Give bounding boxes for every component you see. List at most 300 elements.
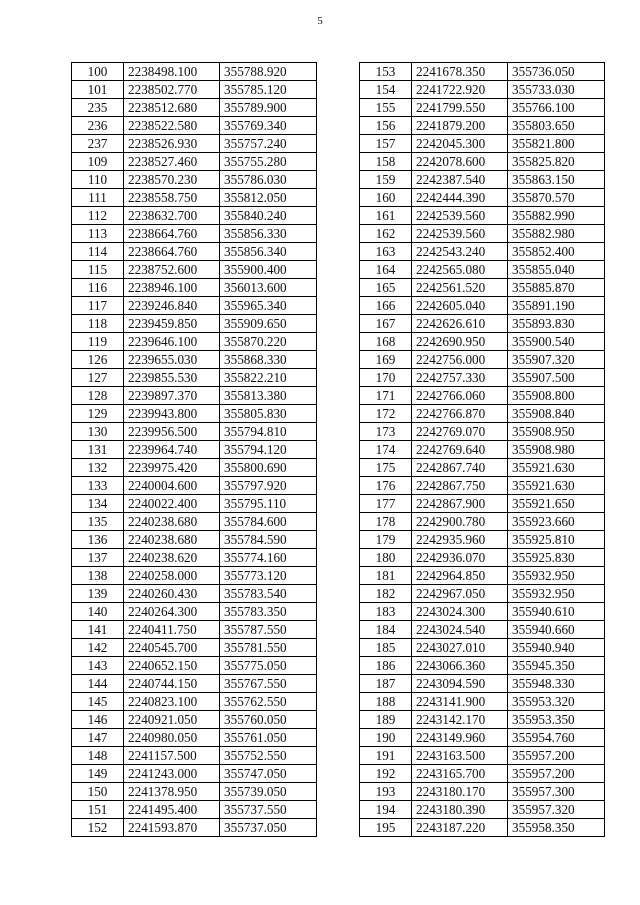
point-number-cell: 189 <box>360 711 412 729</box>
point-number-cell: 153 <box>360 63 412 81</box>
point-number-cell: 111 <box>72 189 124 207</box>
x-coordinate-cell: 2242756.000 <box>412 351 508 369</box>
point-number-cell: 114 <box>72 243 124 261</box>
table-row <box>360 513 605 531</box>
point-number-cell: 177 <box>360 495 412 513</box>
point-number-cell: 161 <box>360 207 412 225</box>
y-coordinate-cell: 355921.650 <box>508 495 605 513</box>
x-coordinate-cell: 2240238.620 <box>124 549 220 567</box>
y-coordinate-cell: 355766.100 <box>508 99 605 117</box>
point-number-cell: 109 <box>72 153 124 171</box>
y-coordinate-cell: 355812.050 <box>220 189 317 207</box>
point-number-cell: 175 <box>360 459 412 477</box>
point-number-cell: 185 <box>360 639 412 657</box>
table-row <box>360 297 605 315</box>
point-number-cell: 168 <box>360 333 412 351</box>
x-coordinate-cell: 2240238.680 <box>124 531 220 549</box>
y-coordinate-cell: 355863.150 <box>508 171 605 189</box>
point-number-cell: 173 <box>360 423 412 441</box>
y-coordinate-cell: 355788.920 <box>220 63 317 81</box>
x-coordinate-cell: 2241378.950 <box>124 783 220 801</box>
table-row <box>360 333 605 351</box>
table-row <box>360 171 605 189</box>
y-coordinate-cell: 355940.940 <box>508 639 605 657</box>
point-number-cell: 138 <box>72 567 124 585</box>
point-number-cell: 164 <box>360 261 412 279</box>
coordinates-table-left <box>71 62 317 837</box>
table-row <box>360 657 605 675</box>
x-coordinate-cell: 2242867.900 <box>412 495 508 513</box>
x-coordinate-cell: 2243180.170 <box>412 783 508 801</box>
y-coordinate-cell: 355908.840 <box>508 405 605 423</box>
table-row <box>360 315 605 333</box>
point-number-cell: 194 <box>360 801 412 819</box>
x-coordinate-cell: 2239897.370 <box>124 387 220 405</box>
point-number-cell: 190 <box>360 729 412 747</box>
y-coordinate-cell: 355733.030 <box>508 81 605 99</box>
table-row <box>360 423 605 441</box>
table-row <box>72 711 317 729</box>
table-row <box>72 153 317 171</box>
x-coordinate-cell: 2242690.950 <box>412 333 508 351</box>
table-row <box>360 729 605 747</box>
y-coordinate-cell: 355794.120 <box>220 441 317 459</box>
y-coordinate-cell: 355953.350 <box>508 711 605 729</box>
point-number-cell: 139 <box>72 585 124 603</box>
table-row <box>72 621 317 639</box>
y-coordinate-cell: 355773.120 <box>220 567 317 585</box>
table-row <box>72 531 317 549</box>
y-coordinate-cell: 355923.660 <box>508 513 605 531</box>
y-coordinate-cell: 355940.660 <box>508 621 605 639</box>
x-coordinate-cell: 2242565.080 <box>412 261 508 279</box>
table-row <box>360 603 605 621</box>
point-number-cell: 140 <box>72 603 124 621</box>
table-row <box>360 783 605 801</box>
x-coordinate-cell: 2242769.070 <box>412 423 508 441</box>
table-row <box>360 279 605 297</box>
y-coordinate-cell: 355795.110 <box>220 495 317 513</box>
table-row <box>360 189 605 207</box>
point-number-cell: 151 <box>72 801 124 819</box>
y-coordinate-cell: 355787.550 <box>220 621 317 639</box>
table-row <box>360 153 605 171</box>
y-coordinate-cell: 355891.190 <box>508 297 605 315</box>
table-row <box>72 585 317 603</box>
x-coordinate-cell: 2239246.840 <box>124 297 220 315</box>
table-row <box>360 117 605 135</box>
table-row <box>72 639 317 657</box>
table-row <box>360 621 605 639</box>
y-coordinate-cell: 355774.160 <box>220 549 317 567</box>
table-row <box>72 567 317 585</box>
x-coordinate-cell: 2239655.030 <box>124 351 220 369</box>
y-coordinate-cell: 355921.630 <box>508 459 605 477</box>
y-coordinate-cell: 355803.650 <box>508 117 605 135</box>
point-number-cell: 184 <box>360 621 412 639</box>
y-coordinate-cell: 355870.220 <box>220 333 317 351</box>
x-coordinate-cell: 2242769.640 <box>412 441 508 459</box>
point-number-cell: 192 <box>360 765 412 783</box>
y-coordinate-cell: 355736.050 <box>508 63 605 81</box>
table-row <box>360 387 605 405</box>
x-coordinate-cell: 2240004.600 <box>124 477 220 495</box>
x-coordinate-cell: 2239459.850 <box>124 315 220 333</box>
x-coordinate-cell: 2238664.760 <box>124 225 220 243</box>
x-coordinate-cell: 2240022.400 <box>124 495 220 513</box>
point-number-cell: 180 <box>360 549 412 567</box>
point-number-cell: 101 <box>72 81 124 99</box>
point-number-cell: 155 <box>360 99 412 117</box>
table-row <box>360 225 605 243</box>
x-coordinate-cell: 2238570.230 <box>124 171 220 189</box>
point-number-cell: 128 <box>72 387 124 405</box>
x-coordinate-cell: 2243163.500 <box>412 747 508 765</box>
point-number-cell: 146 <box>72 711 124 729</box>
x-coordinate-cell: 2240411.750 <box>124 621 220 639</box>
y-coordinate-cell: 356013.600 <box>220 279 317 297</box>
table-row <box>360 675 605 693</box>
x-coordinate-cell: 2241799.550 <box>412 99 508 117</box>
y-coordinate-cell: 355900.540 <box>508 333 605 351</box>
x-coordinate-cell: 2243165.700 <box>412 765 508 783</box>
point-number-cell: 172 <box>360 405 412 423</box>
table-row <box>72 369 317 387</box>
y-coordinate-cell: 355747.050 <box>220 765 317 783</box>
x-coordinate-cell: 2241593.870 <box>124 819 220 837</box>
x-coordinate-cell: 2243027.010 <box>412 639 508 657</box>
y-coordinate-cell: 355760.050 <box>220 711 317 729</box>
point-number-cell: 137 <box>72 549 124 567</box>
y-coordinate-cell: 355739.050 <box>220 783 317 801</box>
y-coordinate-cell: 355957.200 <box>508 765 605 783</box>
table-row <box>72 459 317 477</box>
point-number-cell: 166 <box>360 297 412 315</box>
point-number-cell: 176 <box>360 477 412 495</box>
y-coordinate-cell: 355907.500 <box>508 369 605 387</box>
table-row <box>72 747 317 765</box>
table-row <box>360 261 605 279</box>
x-coordinate-cell: 2242935.960 <box>412 531 508 549</box>
y-coordinate-cell: 355856.330 <box>220 225 317 243</box>
y-coordinate-cell: 355954.760 <box>508 729 605 747</box>
x-coordinate-cell: 2242967.050 <box>412 585 508 603</box>
table-row <box>72 171 317 189</box>
x-coordinate-cell: 2238527.460 <box>124 153 220 171</box>
y-coordinate-cell: 355957.300 <box>508 783 605 801</box>
x-coordinate-cell: 2242387.540 <box>412 171 508 189</box>
y-coordinate-cell: 355794.810 <box>220 423 317 441</box>
table-row <box>72 657 317 675</box>
x-coordinate-cell: 2241722.920 <box>412 81 508 99</box>
y-coordinate-cell: 355822.210 <box>220 369 317 387</box>
table-row <box>72 297 317 315</box>
point-number-cell: 160 <box>360 189 412 207</box>
y-coordinate-cell: 355783.350 <box>220 603 317 621</box>
y-coordinate-cell: 355882.990 <box>508 207 605 225</box>
x-coordinate-cell: 2238664.760 <box>124 243 220 261</box>
x-coordinate-cell: 2240823.100 <box>124 693 220 711</box>
x-coordinate-cell: 2242766.870 <box>412 405 508 423</box>
coordinates-table-right <box>359 62 605 837</box>
table-row <box>360 441 605 459</box>
y-coordinate-cell: 355957.200 <box>508 747 605 765</box>
table-row <box>360 711 605 729</box>
point-number-cell: 167 <box>360 315 412 333</box>
table-row <box>72 243 317 261</box>
y-coordinate-cell: 355958.350 <box>508 819 605 837</box>
x-coordinate-cell: 2239855.530 <box>124 369 220 387</box>
point-number-cell: 236 <box>72 117 124 135</box>
point-number-cell: 118 <box>72 315 124 333</box>
x-coordinate-cell: 2242626.610 <box>412 315 508 333</box>
x-coordinate-cell: 2238522.580 <box>124 117 220 135</box>
table-row <box>360 567 605 585</box>
point-number-cell: 117 <box>72 297 124 315</box>
x-coordinate-cell: 2240980.050 <box>124 729 220 747</box>
point-number-cell: 187 <box>360 675 412 693</box>
table-row <box>360 459 605 477</box>
point-number-cell: 149 <box>72 765 124 783</box>
x-coordinate-cell: 2239943.800 <box>124 405 220 423</box>
x-coordinate-cell: 2242757.330 <box>412 369 508 387</box>
y-coordinate-cell: 355948.330 <box>508 675 605 693</box>
y-coordinate-cell: 355800.690 <box>220 459 317 477</box>
point-number-cell: 188 <box>360 693 412 711</box>
point-number-cell: 154 <box>360 81 412 99</box>
x-coordinate-cell: 2238632.700 <box>124 207 220 225</box>
point-number-cell: 119 <box>72 333 124 351</box>
point-number-cell: 135 <box>72 513 124 531</box>
point-number-cell: 186 <box>360 657 412 675</box>
point-number-cell: 169 <box>360 351 412 369</box>
y-coordinate-cell: 355957.320 <box>508 801 605 819</box>
table-row <box>72 261 317 279</box>
point-number-cell: 159 <box>360 171 412 189</box>
table-row <box>360 819 605 837</box>
y-coordinate-cell: 355821.800 <box>508 135 605 153</box>
table-row <box>360 351 605 369</box>
x-coordinate-cell: 2242936.070 <box>412 549 508 567</box>
table-row <box>360 495 605 513</box>
point-number-cell: 112 <box>72 207 124 225</box>
x-coordinate-cell: 2242539.560 <box>412 225 508 243</box>
point-number-cell: 129 <box>72 405 124 423</box>
table-row <box>72 279 317 297</box>
table-row <box>72 189 317 207</box>
point-number-cell: 131 <box>72 441 124 459</box>
point-number-cell: 165 <box>360 279 412 297</box>
table-row <box>360 405 605 423</box>
table-row <box>360 81 605 99</box>
y-coordinate-cell: 355784.590 <box>220 531 317 549</box>
point-number-cell: 141 <box>72 621 124 639</box>
table-row <box>360 693 605 711</box>
y-coordinate-cell: 355921.630 <box>508 477 605 495</box>
x-coordinate-cell: 2243024.540 <box>412 621 508 639</box>
table-row <box>72 441 317 459</box>
point-number-cell: 143 <box>72 657 124 675</box>
x-coordinate-cell: 2241879.200 <box>412 117 508 135</box>
point-number-cell: 191 <box>360 747 412 765</box>
x-coordinate-cell: 2243024.300 <box>412 603 508 621</box>
y-coordinate-cell: 355856.340 <box>220 243 317 261</box>
table-row <box>360 639 605 657</box>
x-coordinate-cell: 2240652.150 <box>124 657 220 675</box>
point-number-cell: 195 <box>360 819 412 837</box>
y-coordinate-cell: 355852.400 <box>508 243 605 261</box>
y-coordinate-cell: 355786.030 <box>220 171 317 189</box>
y-coordinate-cell: 355755.280 <box>220 153 317 171</box>
y-coordinate-cell: 355868.330 <box>220 351 317 369</box>
table-row <box>360 63 605 81</box>
point-number-cell: 126 <box>72 351 124 369</box>
table-row <box>360 135 605 153</box>
table-row <box>72 693 317 711</box>
x-coordinate-cell: 2241678.350 <box>412 63 508 81</box>
table-row <box>72 801 317 819</box>
point-number-cell: 235 <box>72 99 124 117</box>
y-coordinate-cell: 355925.810 <box>508 531 605 549</box>
x-coordinate-cell: 2238526.930 <box>124 135 220 153</box>
point-number-cell: 182 <box>360 585 412 603</box>
x-coordinate-cell: 2242444.390 <box>412 189 508 207</box>
x-coordinate-cell: 2239956.500 <box>124 423 220 441</box>
table-row <box>72 333 317 351</box>
point-number-cell: 162 <box>360 225 412 243</box>
table-row <box>360 243 605 261</box>
point-number-cell: 163 <box>360 243 412 261</box>
y-coordinate-cell: 355784.600 <box>220 513 317 531</box>
table-row <box>72 783 317 801</box>
x-coordinate-cell: 2240264.300 <box>124 603 220 621</box>
point-number-cell: 113 <box>72 225 124 243</box>
y-coordinate-cell: 355840.240 <box>220 207 317 225</box>
table-row <box>72 225 317 243</box>
point-number-cell: 156 <box>360 117 412 135</box>
table-row <box>72 99 317 117</box>
x-coordinate-cell: 2243180.390 <box>412 801 508 819</box>
y-coordinate-cell: 355813.380 <box>220 387 317 405</box>
x-coordinate-cell: 2241495.400 <box>124 801 220 819</box>
y-coordinate-cell: 355925.830 <box>508 549 605 567</box>
y-coordinate-cell: 355775.050 <box>220 657 317 675</box>
x-coordinate-cell: 2238498.100 <box>124 63 220 81</box>
point-number-cell: 136 <box>72 531 124 549</box>
point-number-cell: 171 <box>360 387 412 405</box>
point-number-cell: 150 <box>72 783 124 801</box>
point-number-cell: 132 <box>72 459 124 477</box>
x-coordinate-cell: 2239975.420 <box>124 459 220 477</box>
x-coordinate-cell: 2240258.000 <box>124 567 220 585</box>
x-coordinate-cell: 2242766.060 <box>412 387 508 405</box>
table-row <box>72 405 317 423</box>
y-coordinate-cell: 355932.950 <box>508 585 605 603</box>
table-row <box>360 549 605 567</box>
point-number-cell: 178 <box>360 513 412 531</box>
x-coordinate-cell: 2242900.780 <box>412 513 508 531</box>
y-coordinate-cell: 355825.820 <box>508 153 605 171</box>
x-coordinate-cell: 2238502.770 <box>124 81 220 99</box>
x-coordinate-cell: 2242867.750 <box>412 477 508 495</box>
table-row <box>72 729 317 747</box>
table-row <box>360 765 605 783</box>
point-number-cell: 174 <box>360 441 412 459</box>
y-coordinate-cell: 355737.550 <box>220 801 317 819</box>
x-coordinate-cell: 2242045.300 <box>412 135 508 153</box>
table-row <box>72 387 317 405</box>
table-row <box>360 801 605 819</box>
point-number-cell: 144 <box>72 675 124 693</box>
point-number-cell: 237 <box>72 135 124 153</box>
x-coordinate-cell: 2243142.170 <box>412 711 508 729</box>
table-row <box>72 513 317 531</box>
table-row <box>360 747 605 765</box>
x-coordinate-cell: 2240921.050 <box>124 711 220 729</box>
table-row <box>72 117 317 135</box>
table-row <box>360 99 605 117</box>
point-number-cell: 193 <box>360 783 412 801</box>
point-number-cell: 115 <box>72 261 124 279</box>
x-coordinate-cell: 2240260.430 <box>124 585 220 603</box>
point-number-cell: 127 <box>72 369 124 387</box>
page-number: 5 <box>317 15 323 27</box>
table-row <box>360 207 605 225</box>
x-coordinate-cell: 2242539.560 <box>412 207 508 225</box>
y-coordinate-cell: 355900.400 <box>220 261 317 279</box>
y-coordinate-cell: 355761.050 <box>220 729 317 747</box>
point-number-cell: 130 <box>72 423 124 441</box>
x-coordinate-cell: 2242561.520 <box>412 279 508 297</box>
x-coordinate-cell: 2239964.740 <box>124 441 220 459</box>
y-coordinate-cell: 355767.550 <box>220 675 317 693</box>
x-coordinate-cell: 2242867.740 <box>412 459 508 477</box>
table-row <box>360 531 605 549</box>
y-coordinate-cell: 355909.650 <box>220 315 317 333</box>
point-number-cell: 181 <box>360 567 412 585</box>
y-coordinate-cell: 355885.870 <box>508 279 605 297</box>
y-coordinate-cell: 355737.050 <box>220 819 317 837</box>
table-row <box>72 765 317 783</box>
table-row <box>72 549 317 567</box>
point-number-cell: 116 <box>72 279 124 297</box>
x-coordinate-cell: 2241157.500 <box>124 747 220 765</box>
table-row <box>360 477 605 495</box>
x-coordinate-cell: 2243187.220 <box>412 819 508 837</box>
point-number-cell: 145 <box>72 693 124 711</box>
y-coordinate-cell: 355783.540 <box>220 585 317 603</box>
x-coordinate-cell: 2242078.600 <box>412 153 508 171</box>
x-coordinate-cell: 2242964.850 <box>412 567 508 585</box>
x-coordinate-cell: 2242543.240 <box>412 243 508 261</box>
point-number-cell: 147 <box>72 729 124 747</box>
y-coordinate-cell: 355908.800 <box>508 387 605 405</box>
point-number-cell: 152 <box>72 819 124 837</box>
point-number-cell: 100 <box>72 63 124 81</box>
y-coordinate-cell: 355953.320 <box>508 693 605 711</box>
y-coordinate-cell: 355789.900 <box>220 99 317 117</box>
point-number-cell: 170 <box>360 369 412 387</box>
y-coordinate-cell: 355752.550 <box>220 747 317 765</box>
table-row <box>72 351 317 369</box>
x-coordinate-cell: 2243149.960 <box>412 729 508 747</box>
point-number-cell: 157 <box>360 135 412 153</box>
point-number-cell: 110 <box>72 171 124 189</box>
y-coordinate-cell: 355781.550 <box>220 639 317 657</box>
x-coordinate-cell: 2243141.900 <box>412 693 508 711</box>
y-coordinate-cell: 355785.120 <box>220 81 317 99</box>
y-coordinate-cell: 355908.950 <box>508 423 605 441</box>
